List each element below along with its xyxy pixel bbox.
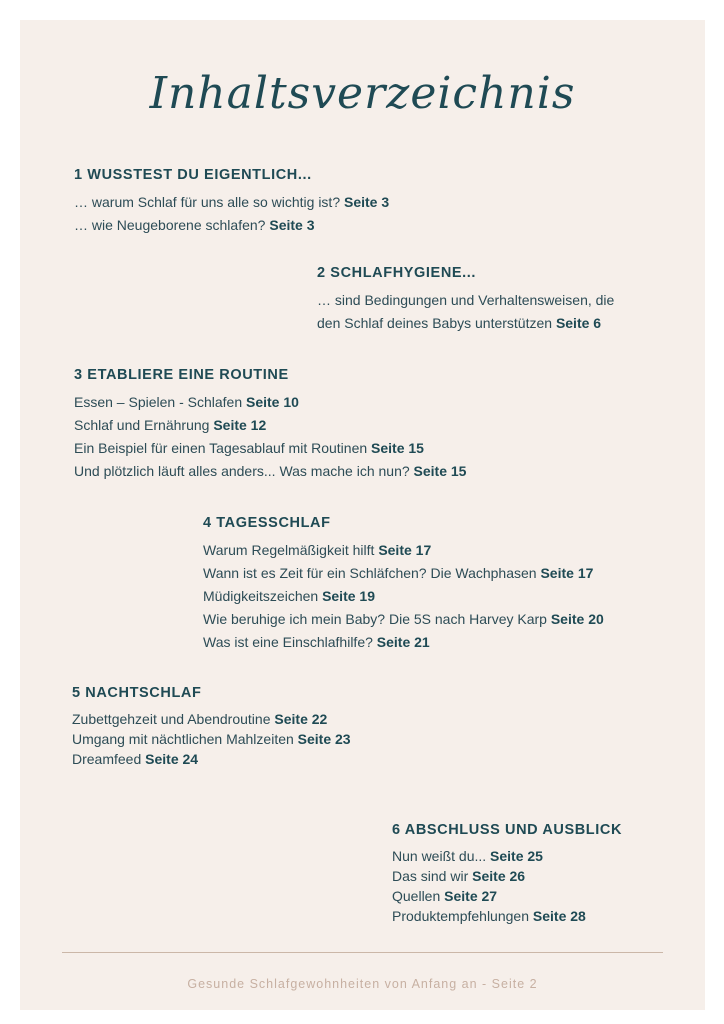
toc-entry: Wie beruhige ich mein Baby? Die 5S nach Harvey Karp Seite 20 bbox=[203, 611, 604, 627]
section-heading: 5 NACHTSCHLAF bbox=[72, 685, 202, 701]
toc-section-4 bbox=[203, 513, 604, 654]
footer-divider bbox=[62, 952, 663, 953]
toc-section-6 bbox=[392, 820, 622, 926]
toc-entry: Müdigkeitszeichen Seite 19 bbox=[203, 588, 375, 604]
toc-entry: Wann ist es Zeit für ein Schläfchen? Die Wachphasen Seite 17 bbox=[203, 565, 594, 581]
toc-entry: Umgang mit nächtlichen Mahlzeiten Seite 23 bbox=[72, 731, 351, 747]
toc-entry: den Schlaf deines Babys unterstützen Seite 6 bbox=[317, 315, 602, 331]
toc-entry: Schlaf und Ernährung Seite 12 bbox=[74, 417, 267, 433]
toc-entry: Warum Regelmäßigkeit hilft Seite 17 bbox=[203, 542, 432, 558]
toc-section-2 bbox=[317, 263, 614, 335]
section-heading: 6 ABSCHLUSS UND AUSBLICK bbox=[392, 822, 623, 838]
toc-entry: … warum Schlaf für uns alle so wichtig ist? Seite 3 bbox=[74, 194, 390, 210]
toc-section-1 bbox=[74, 165, 389, 237]
toc-entry: Zubettgehzeit und Abendroutine Seite 22 bbox=[72, 711, 328, 727]
toc-section-5 bbox=[72, 683, 351, 769]
section-heading: 1 WUSSTEST DU EIGENTLICH... bbox=[74, 167, 312, 183]
document-page bbox=[20, 20, 705, 1010]
section-heading: 3 ETABLIERE EINE ROUTINE bbox=[74, 367, 289, 383]
page-footer: Gesunde Schlafgewohnheiten von Anfang an - Seite 2 bbox=[187, 977, 538, 991]
toc-section-3 bbox=[74, 365, 466, 483]
toc-entry: Was ist eine Einschlafhilfe? Seite 21 bbox=[203, 634, 430, 650]
section-heading: 4 TAGESSCHLAF bbox=[203, 515, 331, 531]
toc-entry: Und plötzlich läuft alles anders... Was mache ich nun? Seite 15 bbox=[74, 463, 467, 479]
toc-entry: Nun weißt du... Seite 25 bbox=[392, 848, 543, 864]
toc-entry: Dreamfeed Seite 24 bbox=[72, 751, 199, 767]
page-title: Inhaltsverzeichnis bbox=[149, 68, 576, 119]
toc-entry: Quellen Seite 27 bbox=[392, 888, 498, 904]
toc-entry: … sind Bedingungen und Verhaltensweisen, die bbox=[317, 292, 615, 308]
toc-entry: Das sind wir Seite 26 bbox=[392, 868, 526, 884]
toc-entry: Produktempfehlungen Seite 28 bbox=[392, 908, 586, 924]
toc-entry: Ein Beispiel für einen Tagesablauf mit Routinen Seite 15 bbox=[74, 440, 424, 456]
toc-entry: … wie Neugeborene schlafen? Seite 3 bbox=[74, 217, 315, 233]
section-heading: 2 SCHLAFHYGIENE... bbox=[317, 265, 477, 281]
toc-entry: Essen – Spielen - Schlafen Seite 10 bbox=[74, 394, 299, 410]
